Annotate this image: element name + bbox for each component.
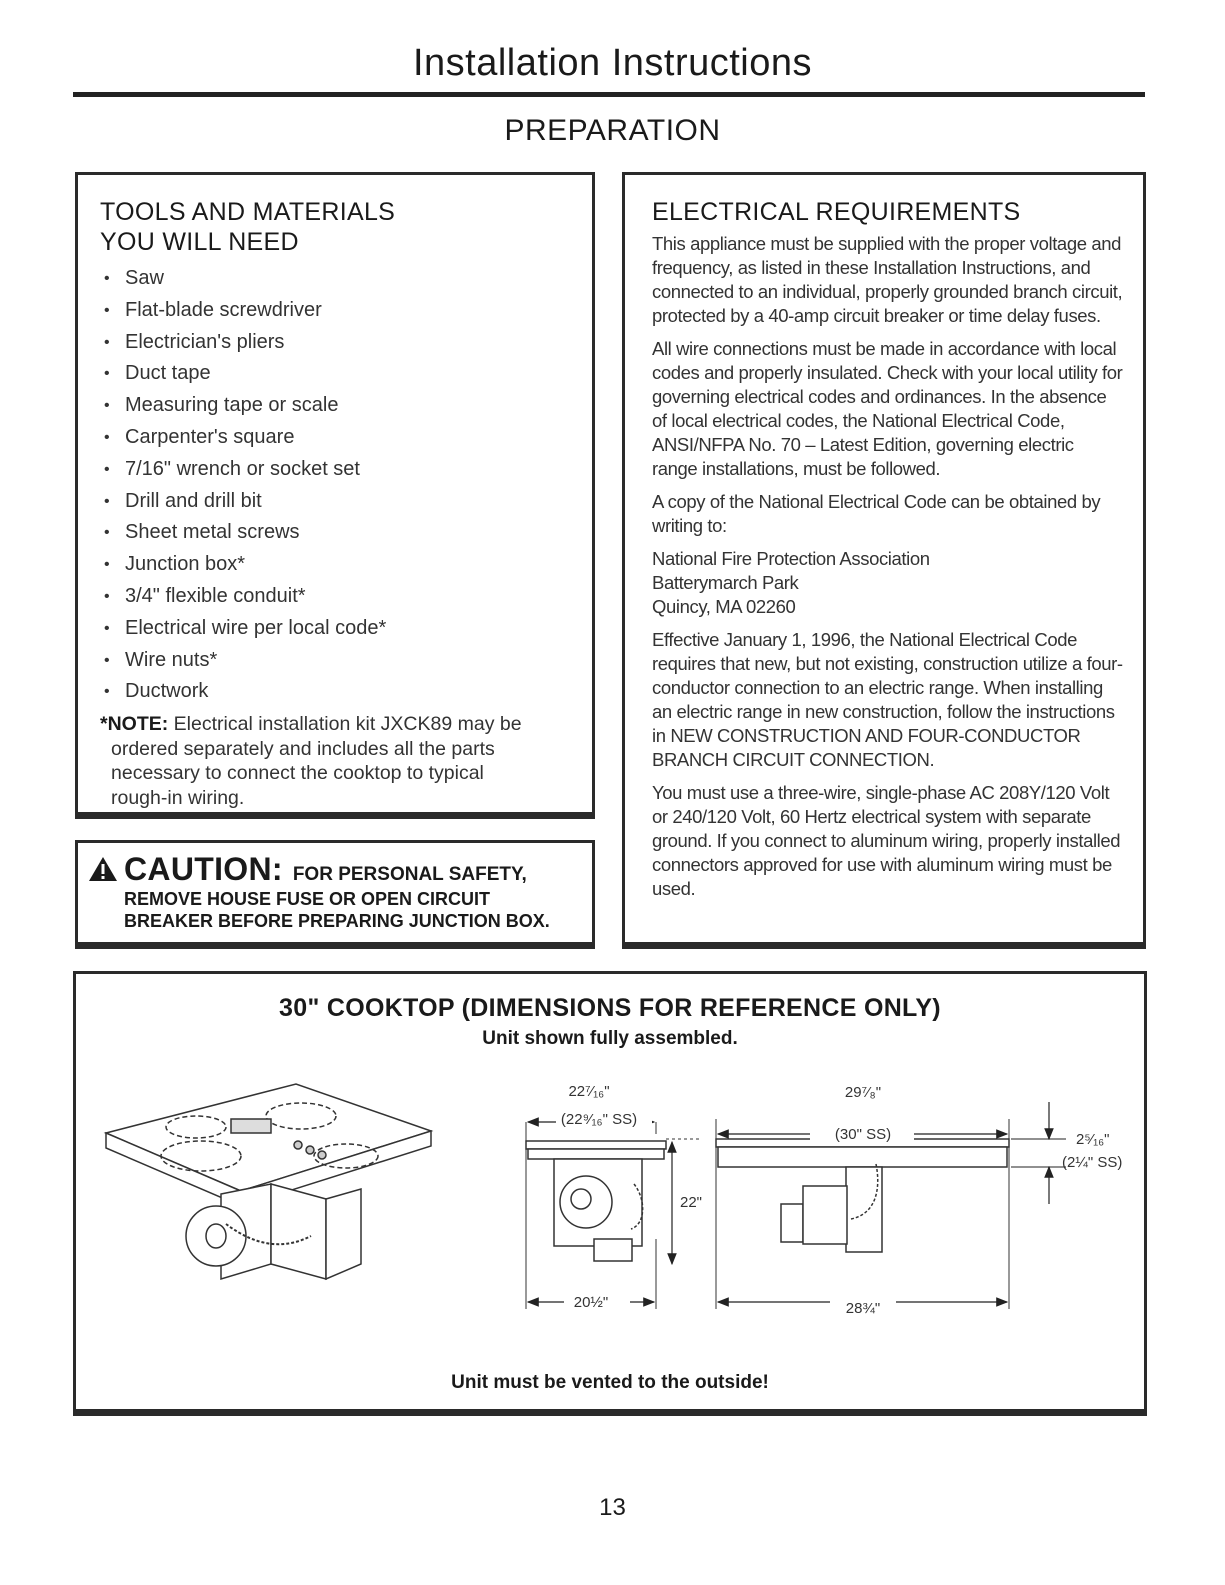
tools-heading-2: YOU WILL NEED: [100, 228, 299, 256]
list-item: • Saw: [100, 263, 572, 295]
page-title: Installation Instructions: [412, 42, 813, 84]
list-item: • Duct tape: [100, 358, 572, 390]
front-view-drawing: [716, 1119, 1009, 1309]
caution-line: REMOVE HOUSE FUSE OR OPEN CIRCUIT: [124, 889, 491, 909]
tools-heading-1: TOOLS AND MATERIALS: [100, 198, 396, 226]
caution-box: [75, 840, 595, 949]
list-item: • Electrical wire per local code*: [100, 613, 572, 645]
paragraph: You must use a three-wire, single-phase AC 208Y/120 Volt or 240/120 Volt, 60 Hertz electrical system with separate ground. If you connect to aluminum wiring, properly installed connectors approved for use with aluminum wiring must be used.: [652, 782, 1121, 899]
list-item: • Electrician's pliers: [100, 327, 572, 359]
tools-box: [75, 172, 595, 819]
list-item: • Drill and drill bit: [100, 486, 572, 518]
cooktop-illustration: [106, 1084, 431, 1279]
thickness-label: 2⁵⁄₁₆": [1076, 1131, 1110, 1148]
tools-list: [100, 263, 572, 708]
cooktop-diagram: [76, 974, 1144, 1409]
list-item: • Ductwork: [100, 676, 572, 708]
side-view-drawing: [526, 1122, 701, 1309]
vent-note: Unit must be vented to the outside!: [451, 1372, 769, 1393]
dimensions-subtitle: Unit shown fully assembled.: [482, 1028, 738, 1049]
note-line: rough-in wiring.: [111, 786, 245, 809]
thickness-ss-label: (2¼" SS): [1062, 1154, 1123, 1171]
paragraph: A copy of the National Electrical Code can be obtained by writing to:: [652, 491, 1101, 536]
note-line: Electrical installation kit JXCK89 may be: [173, 713, 522, 736]
address-line: National Fire Protection Association: [652, 548, 930, 569]
list-item: • Carpenter's square: [100, 422, 572, 454]
warning-icon: [88, 856, 118, 882]
section-title: PREPARATION: [504, 114, 721, 147]
depth-bottom-label: 28¾": [845, 1300, 881, 1317]
address-line: Batterymarch Park: [652, 572, 799, 593]
paragraph: This appliance must be supplied with the proper voltage and frequency, as listed in these Installation Instructions, and connected to an individual, properly grounded branch circuit, protected by a 40-amp circuit breaker or time delay fuses.: [652, 233, 1123, 326]
side-width-label: 22⁷⁄₁₆": [568, 1083, 610, 1100]
list-item: • Measuring tape or scale: [100, 390, 572, 422]
caution-line: FOR PERSONAL SAFETY,: [292, 864, 527, 885]
note-line: ordered separately and includes all the parts: [111, 737, 495, 760]
paragraph: Effective January 1, 1996, the National Electrical Code requires that new, but not existing, construction utilize a four-conductor connection to an electric range. When installing an electric range in new construction, follow the instructions in NEW CONSTRUCTION AND FOUR-CONDUCTOR BRANCH CIRCUIT CONNECTION.: [652, 629, 1123, 770]
side-width-ss-label: (22⁹⁄₁₆" SS): [560, 1111, 638, 1128]
front-width-ss-label: (30" SS): [834, 1126, 892, 1143]
paragraph: All wire connections must be made in accordance with local codes and properly insulated. Check with your local utility for governing electrical codes and ordinances. In the absence of local electrical codes, the National Electrical Code, ANSI/NFPA No. 70 – Latest Edition, governing electric range installations, must be followed.: [652, 338, 1123, 479]
address-line: Quincy, MA 02260: [652, 596, 796, 617]
title-rule: [73, 92, 1145, 97]
list-item: • 7/16" wrench or socket set: [100, 454, 572, 486]
list-item: • Junction box*: [100, 549, 572, 581]
note-line: necessary to connect the cooktop to typical: [111, 762, 484, 785]
kit-note: [100, 712, 572, 810]
page-number: 13: [599, 1494, 626, 1521]
dimensions-title: 30" COOKTOP (DIMENSIONS FOR REFERENCE ONLY): [279, 994, 941, 1022]
electrical-box: [622, 172, 1146, 949]
height-label: 22": [680, 1194, 703, 1211]
list-item: • Flat-blade screwdriver: [100, 295, 572, 327]
address: [652, 547, 1123, 619]
list-item: • Wire nuts*: [100, 645, 572, 677]
dimensions-box: [73, 971, 1147, 1416]
front-width-label: 29⁷⁄₈": [844, 1084, 882, 1101]
note-label: *NOTE:: [100, 713, 169, 736]
list-item: • 3/4" flexible conduit*: [100, 581, 572, 613]
caution-word: CAUTION:: [124, 851, 283, 887]
list-item: • Sheet metal screws: [100, 517, 572, 549]
electrical-heading: ELECTRICAL REQUIREMENTS: [652, 198, 1021, 226]
bottom-width-label: 20½": [573, 1294, 609, 1311]
caution-line: BREAKER BEFORE PREPARING JUNCTION BOX.: [124, 911, 550, 931]
